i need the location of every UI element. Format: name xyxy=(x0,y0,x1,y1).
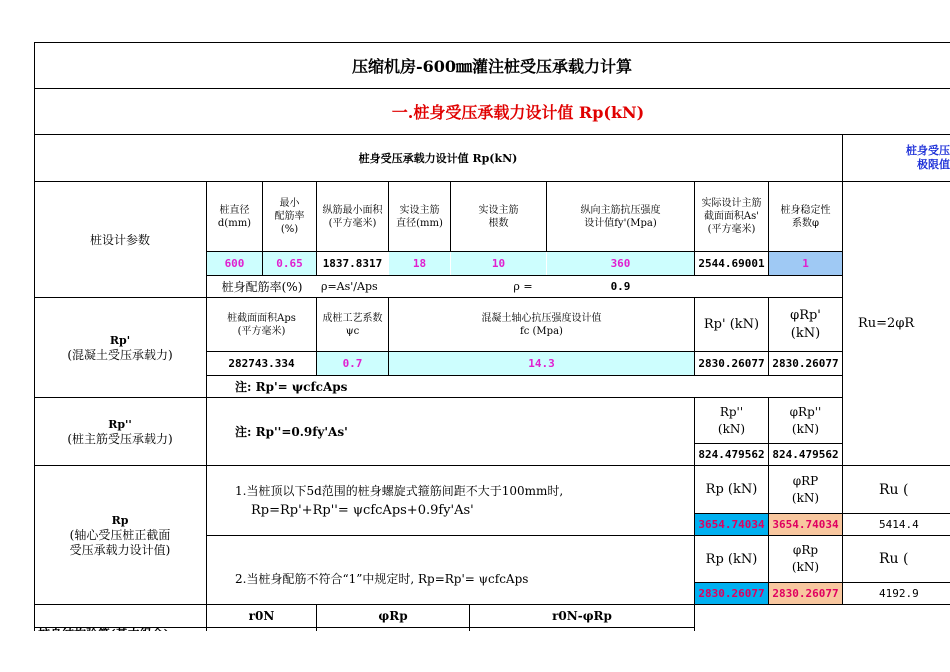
col-header-bar-diameter: 实设主筋 直径(mm) xyxy=(396,204,443,229)
value-phirp-case2: 2830.26077 xyxy=(769,583,842,604)
value-fy[interactable]: 360 xyxy=(547,252,694,275)
ratio-eq: ρ = xyxy=(513,280,533,293)
value-ru-case2: 4192.9 xyxy=(879,587,919,600)
rp-design-header: 桩身受压承载力设计值 Rp(kN) xyxy=(358,152,518,165)
right-header-line1: 桩身受压 xyxy=(906,144,950,157)
value-min-area: 1837.8317 xyxy=(322,257,383,270)
rp1-note: 注: Rp'= ψcfcAps xyxy=(235,380,348,394)
rp1-label-sub: (混凝土受压承载力) xyxy=(67,347,173,362)
col-header-phirp3: φRP (kN) xyxy=(791,473,820,505)
value-rp2: 824.479562 xyxy=(698,448,765,461)
sheet-title: 压缩机房-600㎜灌注桩受压承载力计算 xyxy=(351,57,633,76)
col-header-rp1: Rp' (kN) xyxy=(703,317,760,332)
grid-line xyxy=(34,627,694,628)
section-title: 一.桩身受压承载力设计值 Rp(kN) xyxy=(391,103,645,122)
bottom-col-diff: r0N-φRp xyxy=(552,609,612,623)
col-header-min-ratio: 最小 配筋率 (%) xyxy=(274,198,305,235)
col-header-phi: 桩身稳定性 系数φ xyxy=(780,204,831,229)
rp-label-main: Rp xyxy=(111,513,129,527)
rp-label xyxy=(34,466,206,604)
value-phirp1: 2830.26077 xyxy=(772,357,839,370)
col-header-min-area: 纵筋最小面积 (平方毫米) xyxy=(322,204,383,229)
value-bar-count[interactable]: 10 xyxy=(451,252,546,275)
value-psi[interactable]: 0.7 xyxy=(317,352,388,375)
rp1-label xyxy=(34,298,206,397)
col-header-rp3: Rp (kN) xyxy=(705,482,758,497)
col-header-fc: 混凝土轴心抗压强度设计值 fc (Mpa) xyxy=(481,312,602,337)
value-aps: 282743.334 xyxy=(228,357,295,370)
value-rp-case1: 3654.74034 xyxy=(695,514,768,535)
ratio-formula: ρ=As'/Aps xyxy=(321,280,378,293)
value-rp-case2: 2830.26077 xyxy=(695,583,768,604)
col-header-fy: 纵向主筋抗压强度 设计值fy'(Mpa) xyxy=(580,204,661,229)
rp-case2-text: 2.当桩身配筋不符合“1”中规定时, Rp=Rp'= ψcfcAps xyxy=(235,571,529,586)
rp-case1 xyxy=(207,466,694,535)
col-header-psi: 成桩工艺系数 ψc xyxy=(322,312,383,337)
rp2-label-sub: (桩主筋受压承载力) xyxy=(67,431,173,446)
col-header-ru2: Ru ( xyxy=(879,551,909,567)
rp2-label-main: Rp'' xyxy=(108,417,132,431)
bottom-col-r0n: r0N xyxy=(248,609,275,623)
col-header-phirp2: φRp'' (kN) xyxy=(789,404,822,436)
col-header-aps: 桩截面面积Aps (平方毫米) xyxy=(227,312,296,337)
bottom-col-phirp: φRp xyxy=(378,609,408,623)
value-phirp-case1: 3654.74034 xyxy=(769,514,842,535)
col-header-phirp1: φRp' (kN) xyxy=(790,307,821,341)
right-header-line2: 极限值 xyxy=(917,158,950,171)
right-header xyxy=(843,135,950,181)
col-header-rp2: Rp'' (kN) xyxy=(717,404,746,436)
rp2-note: 注: Rp''=0.9fy'As' xyxy=(235,425,348,439)
rp-case1-text: 1.当桩顶以下5d范围的桩身螺旋式箍筋间距不大于100mm时, xyxy=(235,483,564,498)
page-bottom-margin xyxy=(0,631,950,672)
ratio-label: 桩身配筋率(%) xyxy=(221,280,303,294)
col-header-rp4: Rp (kN) xyxy=(705,551,758,567)
col-header-bar-count: 实设主筋 根数 xyxy=(478,204,519,229)
rp2-label xyxy=(34,398,206,465)
col-header-phirp4: φRp (kN) xyxy=(791,543,820,574)
rp-case1-formula: Rp=Rp'+Rp''= ψcfcAps+0.9fy'As' xyxy=(251,502,474,518)
value-as: 2544.69001 xyxy=(698,257,765,270)
ru-formula: Ru=2φR xyxy=(858,316,915,331)
value-min-ratio[interactable]: 0.65 xyxy=(263,252,316,275)
value-rp1: 2830.26077 xyxy=(698,357,765,370)
params-row-label: 桩设计参数 xyxy=(89,233,150,247)
value-ru-case1: 5414.4 xyxy=(879,518,919,531)
rp1-label-main: Rp' xyxy=(109,333,131,347)
value-phi[interactable]: 1 xyxy=(769,252,842,275)
col-header-as: 实际设计主筋 截面面积As' (平方毫米) xyxy=(701,198,762,235)
rp-label-sub: (轴心受压桩正截面 受压承载力设计值) xyxy=(69,527,171,557)
value-diameter[interactable]: 600 xyxy=(207,252,262,275)
value-bar-diameter[interactable]: 18 xyxy=(389,252,450,275)
ratio-value: 0.9 xyxy=(610,280,631,293)
col-header-ru1: Ru ( xyxy=(879,481,909,498)
value-fc[interactable]: 14.3 xyxy=(389,352,694,375)
col-header-diameter: 桩直径 d(mm) xyxy=(217,204,252,229)
value-phirp2: 824.479562 xyxy=(772,448,839,461)
